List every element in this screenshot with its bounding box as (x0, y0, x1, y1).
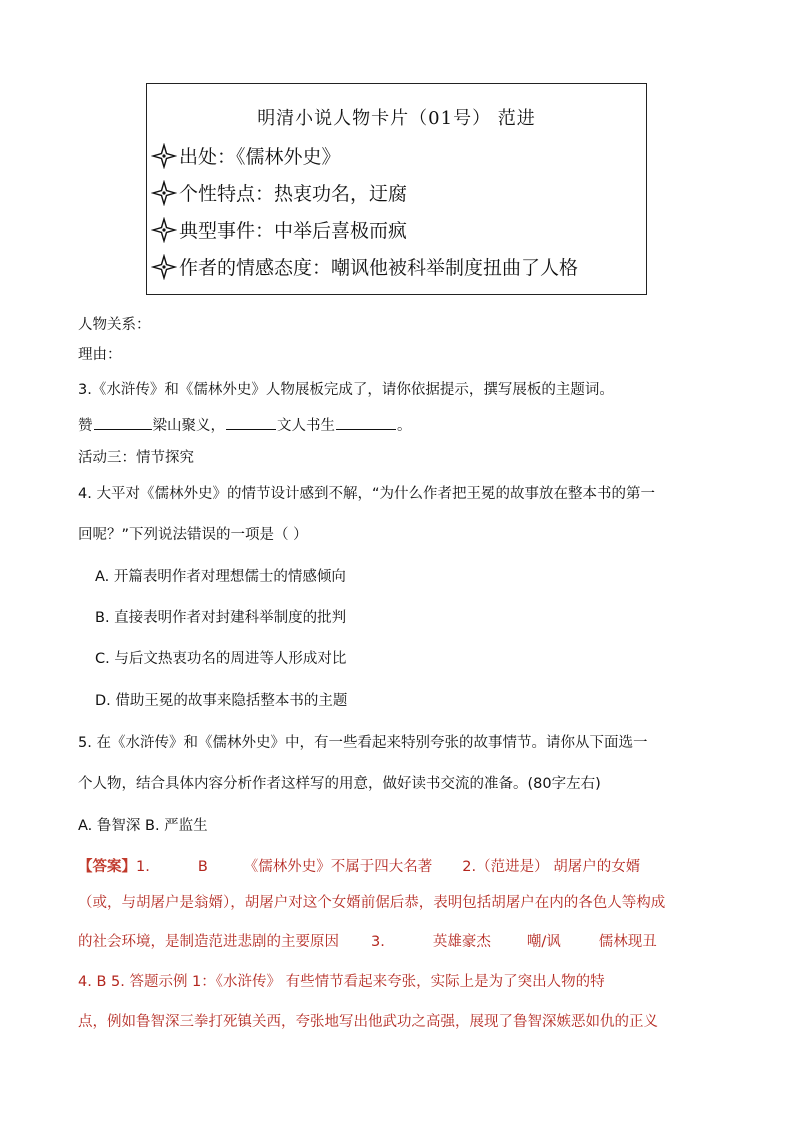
answer-1-reason: 《儒林外史》不属于四大名著 (243, 859, 433, 875)
reason-line: 理由： (78, 347, 122, 363)
question-3: 3.《水浒传》和《儒林外史》人物展板完成了，请你依据提示，撰写展板的主题词。 (78, 382, 614, 398)
answer-2: 2.（范进是） 胡屠户的女婿 (462, 859, 641, 875)
question-4-option-c: C. 与后文热衷功名的周进等人形成对比 (95, 651, 347, 667)
answer-label: 【答案】 (78, 859, 136, 875)
answer-line-5: 点，例如鲁智深三拳打死镇关西，夸张地写出他武功之高强，展现了鲁智深嫉恶如仇的正义 (78, 1014, 658, 1030)
card-row-text: 作者的情感态度：嘲讽他被科举制度扭曲了人格 (179, 257, 579, 279)
four-point-star-icon (151, 143, 177, 169)
answer-1-number: 1. (136, 859, 150, 875)
four-point-star-icon (151, 180, 177, 206)
four-point-star-icon (151, 217, 177, 243)
answer-line-1 (78, 855, 640, 876)
activity-3-heading: 活动三：情节探究 (78, 450, 194, 466)
answer-3-number: 3. (371, 934, 385, 950)
blank-1[interactable] (94, 428, 152, 430)
card-row-text: 个性特点：热衷功名，迂腐 (179, 183, 408, 205)
fill-text: 文人书生 (277, 418, 335, 434)
answer-2-conclusion: 的社会环境，是制造范进悲剧的主要原因 (78, 934, 339, 950)
answer-3-term-1: 英雄豪杰 (432, 934, 491, 950)
card-row-text: 出处：《儒林外史》 (179, 146, 341, 168)
answer-3-term-3: 儒林现丑 (598, 934, 657, 950)
blank-3[interactable] (336, 428, 396, 430)
question-4-option-d: D. 借助王冕的故事来隐括整本书的主题 (95, 693, 348, 709)
card-row-text: 典型事件：中举后喜极而疯 (179, 220, 408, 242)
fill-end: 。 (397, 418, 412, 434)
card-row-attitude (151, 253, 578, 280)
relation-line: 人物关系： (78, 317, 151, 333)
question-4-line-2: 回呢？”下列说法错误的一项是（ ） (78, 527, 308, 543)
question-5-line-1: 5. 在《水浒传》和《儒林外史》中，有一些看起来特别夸张的故事情节。请你从下面选一 (78, 735, 648, 751)
fill-prefix: 赞 (78, 418, 93, 434)
answer-line-3 (78, 930, 657, 951)
answer-1-choice: B (197, 859, 208, 875)
answer-line-4: 4. B 5. 答题示例 1：《水浒传》 有些情节看起来夸张，实际上是为了突出人物的特 (78, 974, 605, 990)
blank-2[interactable] (226, 428, 276, 430)
card-row-traits (151, 179, 407, 206)
four-point-star-icon (151, 254, 177, 280)
character-card (146, 83, 647, 295)
question-4-option-b: B. 直接表明作者对封建科举制度的批判 (95, 610, 347, 626)
fill-mid: 梁山聚义， (152, 418, 225, 434)
card-title: 明清小说人物卡片（01号） 范进 (257, 108, 536, 129)
question-4-option-a: A. 开篇表明作者对理想儒士的情感倾向 (95, 569, 346, 585)
answer-3-term-2: 嘲/讽 (526, 934, 561, 950)
question-4-line-1: 4. 大平对《儒林外史》的情节设计感到不解，“为什么作者把王冕的故事放在整本书的第一 (78, 486, 655, 502)
card-row-source (151, 142, 341, 169)
question-5-options: A. 鲁智深 B. 严监生 (78, 818, 208, 834)
answer-line-2: （或，与胡屠户是翁婿），胡屠户对这个女婿前倨后恭，表明包括胡屠户在内的各色人等构成 (78, 895, 666, 911)
card-row-event (151, 216, 407, 243)
question-3-fill (78, 414, 412, 435)
question-5-line-2: 个人物，结合具体内容分析作者这样写的用意，做好读书交流的准备。(80字左右) (78, 776, 601, 792)
